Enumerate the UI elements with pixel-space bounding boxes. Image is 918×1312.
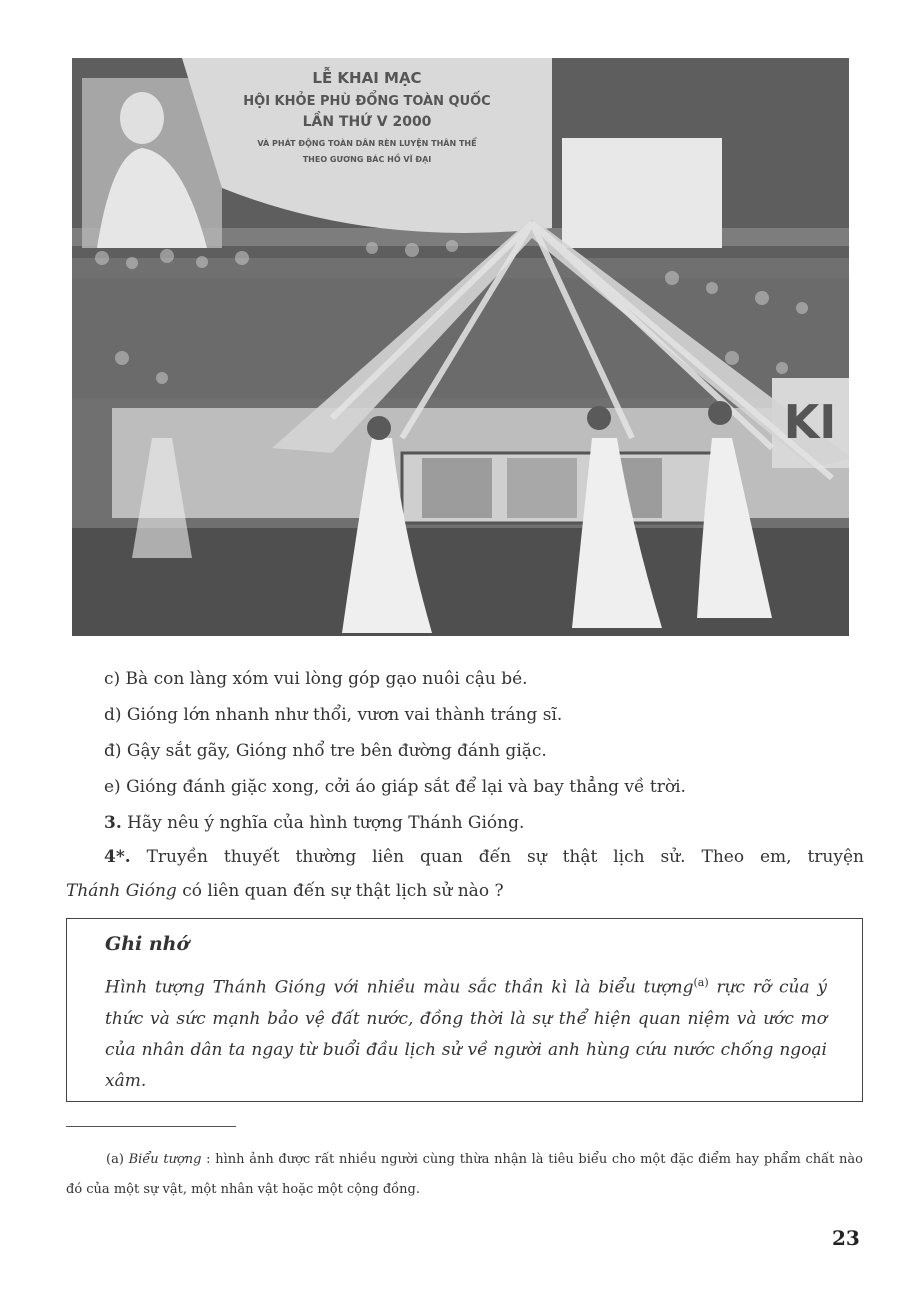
- memo-text-before: Hình tượng Thánh Gióng với nhiều màu sắc thần kì là biểu tượng: [105, 977, 694, 998]
- footnote-divider: [66, 1126, 236, 1127]
- item-d: d) Gióng lớn nhanh như thổi, vươn vai thành tráng sĩ.: [104, 705, 563, 725]
- item-e: e) Gióng đánh giặc xong, cởi áo giáp sắt để lại và bay thẳng về trời.: [104, 777, 686, 797]
- question-4-line-1: [104, 846, 864, 868]
- banner-line-5: THEO GƯƠNG BÁC HỒ VĨ ĐẠI: [302, 155, 432, 164]
- question-3-text: Hãy nêu ý nghĩa của hình tượng Thánh Gióng.: [127, 813, 525, 833]
- memo-text-after: rực rỡ của ý thức và sức mạnh bảo vệ đất nước, đồng thời là sự thể hiện quan niệm và ước mơ của nhân dân ta ngay từ buổi đầu lịch sử về người anh hùng cứu nước chống ngoại xâm.: [105, 977, 828, 1091]
- footnote: [66, 1145, 863, 1205]
- footnote-term: Biểu tượng: [128, 1152, 202, 1167]
- item-dd: đ) Gậy sắt gãy, Gióng nhổ tre bên đường đánh giặc.: [104, 741, 547, 761]
- stadium-sign-text: KI: [783, 395, 837, 449]
- memo-title: Ghi nhớ: [105, 933, 190, 955]
- memo-box: [66, 918, 863, 1102]
- banner-line-3: LẦN THỨ V 2000: [302, 114, 432, 130]
- festival-photo-drawing: [72, 58, 849, 636]
- banner-line-1: LỄ KHAI MẠC: [312, 69, 422, 87]
- banner-line-4: VÀ PHÁT ĐỘNG TOÀN DÂN RÈN LUYỆN THÂN THỂ: [257, 139, 477, 148]
- question-3: [104, 812, 524, 834]
- footnote-text: : hình ảnh được rất nhiều người cùng thừa nhận là tiêu biểu cho một đặc điểm hay phẩm chất nào đó của một sự vật, một nhân vật hoặc một cộng đồng.: [66, 1152, 863, 1197]
- item-c: c) Bà con làng xóm vui lòng góp gạo nuôi cậu bé.: [104, 669, 528, 689]
- question-4-number: 4*.: [104, 847, 131, 867]
- question-3-number: 3.: [104, 813, 122, 833]
- festival-photo: [72, 58, 849, 636]
- memo-text: [105, 967, 827, 1097]
- memo-footnote-ref: (a): [693, 976, 709, 989]
- banner-line-2: HỘI KHỎE PHÙ ĐỔNG TOÀN QUỐC: [243, 94, 491, 109]
- question-4-story-title: Thánh Gióng: [66, 881, 177, 901]
- question-4-text-1: Truyền thuyết thường liên quan đến sự thật lịch sử. Theo em, truyện: [146, 847, 864, 867]
- question-4-text-2: có liên quan đến sự thật lịch sử nào ?: [182, 881, 504, 901]
- footnote-marker: (a): [106, 1152, 124, 1167]
- page-number: 23: [832, 1226, 860, 1250]
- question-4-line-2: [66, 880, 504, 902]
